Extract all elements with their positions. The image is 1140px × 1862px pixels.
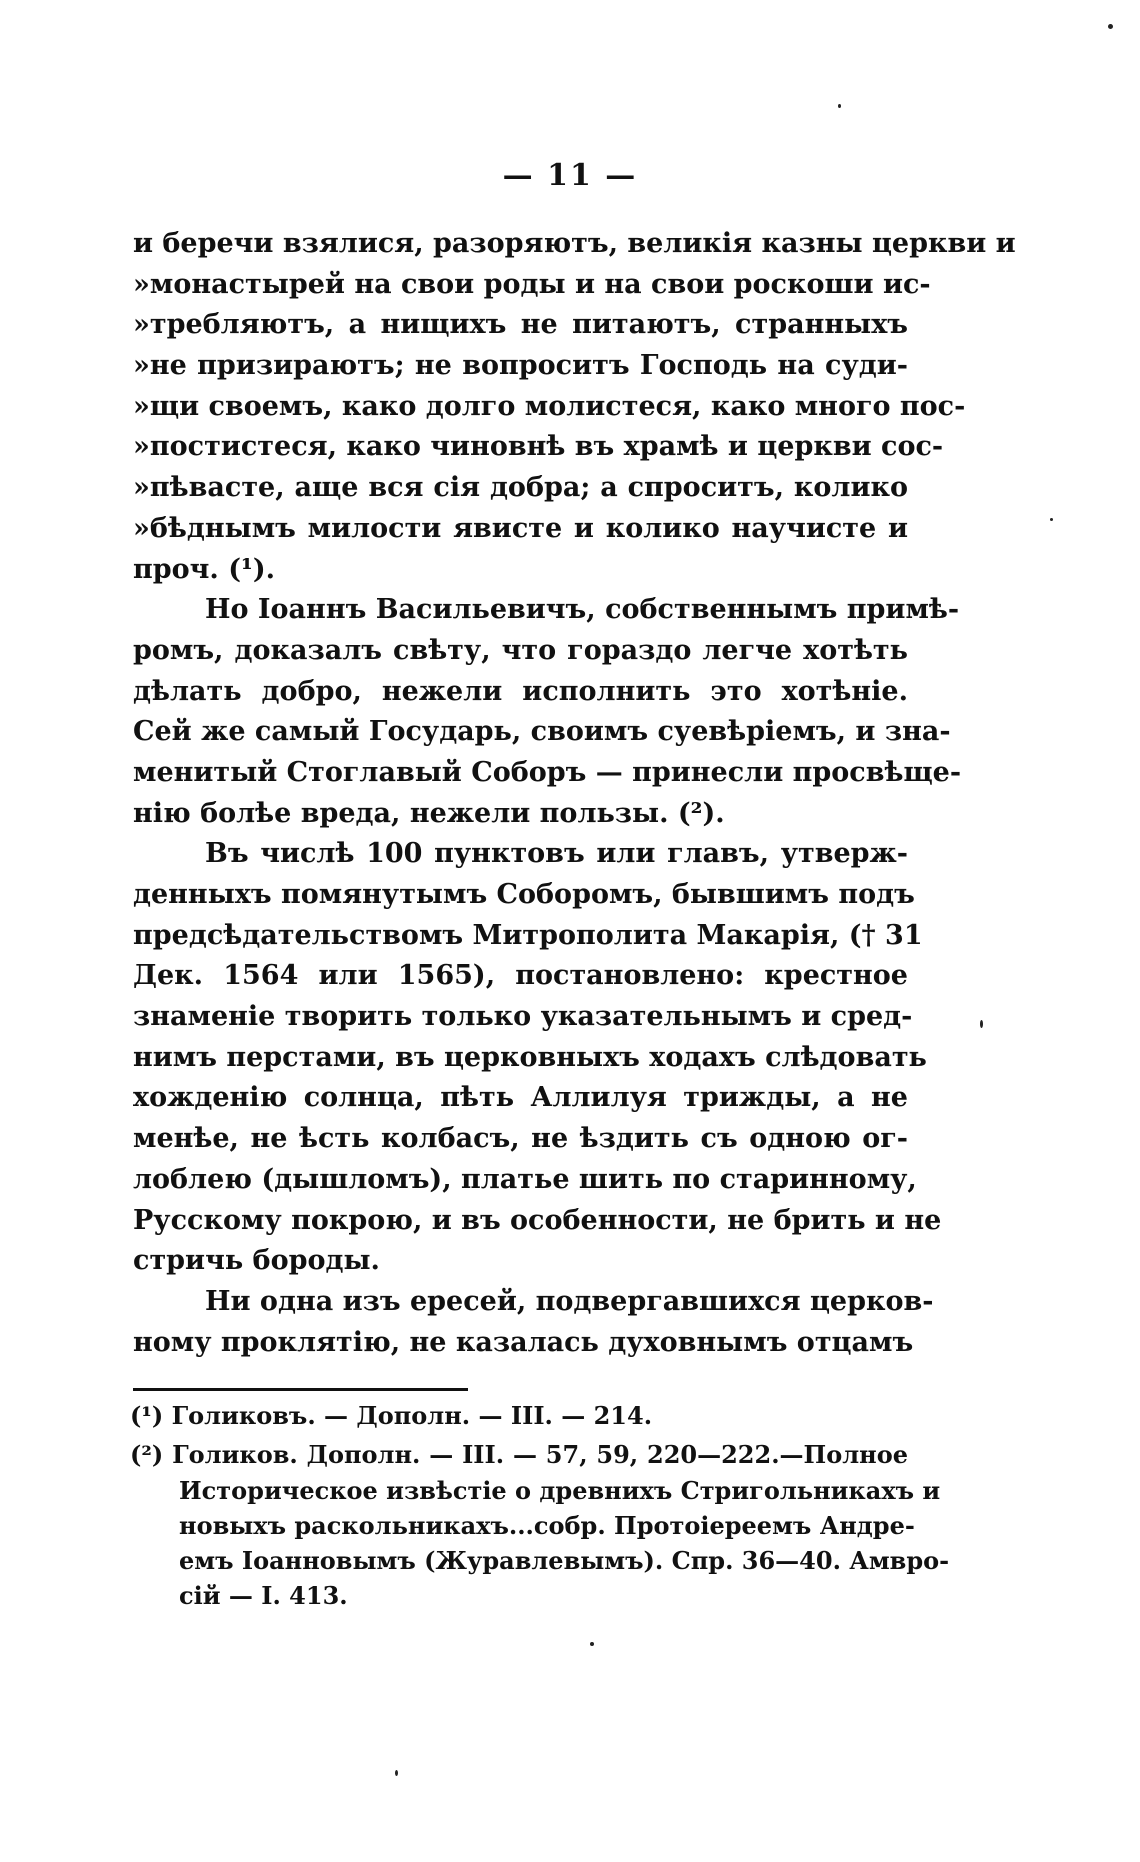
- text-line: Русскому покрою, и въ особенности, не брить и не: [133, 1204, 942, 1236]
- text-line: лоблею (дышломъ), платье шить по старинному,: [133, 1163, 917, 1195]
- text-line: денныхъ помянутымъ Соборомъ, бывшимъ подъ: [133, 879, 915, 910]
- text-line: менитый Стоглавый Соборъ — принесли просвѣще-: [133, 756, 962, 788]
- text-line: Сей же самый Государь, своимъ суевѣріемъ, и зна-: [133, 716, 951, 748]
- text-line: Ни одна изъ ересей, подвергавшихся церков-: [205, 1285, 934, 1317]
- text-line: »постистеся, како чиновнѣ въ храмѣ и церкви сос-: [133, 431, 944, 463]
- text-line: нимъ перстами, въ церковныхъ ходахъ слѣдовать: [133, 1041, 927, 1073]
- text-line: нію болѣе вреда, нежели пользы. (²).: [133, 797, 725, 829]
- footnotes: [130, 1398, 950, 1614]
- footnote-line: емъ Іоанновымъ (Журавлевымъ). Спр. 36—40. Амвро-: [179, 1546, 950, 1576]
- text-line: проч. (¹).: [133, 553, 275, 585]
- text-line: »монастырей на свои роды и на свои роскоши ис-: [133, 268, 931, 300]
- paragraph-3: [133, 834, 942, 1282]
- text-line: »требляютъ, а нищихъ не питаютъ, странныхъ: [133, 309, 908, 341]
- text-line: Но Іоаннъ Васильевичъ, собственнымъ примѣ-: [205, 594, 960, 626]
- scan-speck: [395, 1770, 398, 1776]
- scan-speck: [1050, 518, 1053, 521]
- text-line: ному проклятію, не казалась духовнымъ отцамъ: [133, 1326, 914, 1358]
- footnote-line: Историческое извѣстіе о древнихъ Стригольникахъ и: [179, 1475, 941, 1505]
- body-text: [133, 224, 1016, 1363]
- scan-speck: [1108, 24, 1113, 29]
- paragraph-4: [133, 1282, 934, 1363]
- text-line: хожденію солнца, пѣть Аллилуя трижды, а не: [133, 1082, 908, 1114]
- footnote-text: Голиков. Дополн. — III. — 57, 59, 220—222.—Полное: [172, 1440, 908, 1470]
- text-line: предсѣдательствомъ Митрополита Макарія, († 31: [133, 919, 923, 951]
- text-line: »не призираютъ; не вопроситъ Господь на суди-: [133, 350, 908, 382]
- footnote-line: [130, 1437, 908, 1472]
- text-line: и беречи взялися, разоряютъ, великія казны церкви и: [133, 228, 1016, 259]
- footnote-line: [130, 1398, 908, 1433]
- text-line: »бѣднымъ милости явисте и колико научисте и: [133, 512, 908, 544]
- text-line: »пѣвасте, аще вся сія добра; а спроситъ, колико: [133, 472, 908, 504]
- footnote-marker: (¹): [130, 1401, 164, 1430]
- footnote-line: сій — I. 413.: [179, 1581, 348, 1611]
- footnote-2: [130, 1437, 950, 1613]
- text-line: дѣлать добро, нежели исполнить это хотѣніе.: [133, 675, 908, 707]
- page-number: — 11 —: [502, 158, 638, 193]
- footnote-line: новыхъ раскольникахъ...собр. Протоіереемъ Андре-: [179, 1510, 915, 1540]
- text-line: ромъ, доказалъ свѣту, что гораздо легче хотѣть: [133, 634, 908, 666]
- text-line: Въ числѣ 100 пунктовъ или главъ, утверж-: [205, 838, 908, 870]
- footnote-1: [130, 1398, 908, 1433]
- text-line: менѣе, не ѣсть колбасъ, не ѣздить съ одною ог-: [133, 1123, 908, 1155]
- scan-speck: [980, 1020, 983, 1028]
- paragraph-2: [133, 590, 962, 834]
- text-line: »щи своемъ, како долго молистеся, како много пос-: [133, 390, 966, 422]
- scan-speck: [590, 1642, 594, 1646]
- text-line: Дек. 1564 или 1565), постановлено: крестное: [133, 960, 908, 992]
- text-line: знаменіе творить только указательнымъ и сред-: [133, 1001, 913, 1033]
- footnote-divider: [133, 1388, 468, 1391]
- paragraph-1: [133, 224, 1016, 590]
- text-line: стричь бороды.: [133, 1245, 380, 1277]
- footnote-marker: (²): [130, 1440, 164, 1470]
- footnote-text: Голиковъ. — Дополн. — III. — 214.: [171, 1401, 653, 1430]
- scan-speck: [838, 104, 841, 108]
